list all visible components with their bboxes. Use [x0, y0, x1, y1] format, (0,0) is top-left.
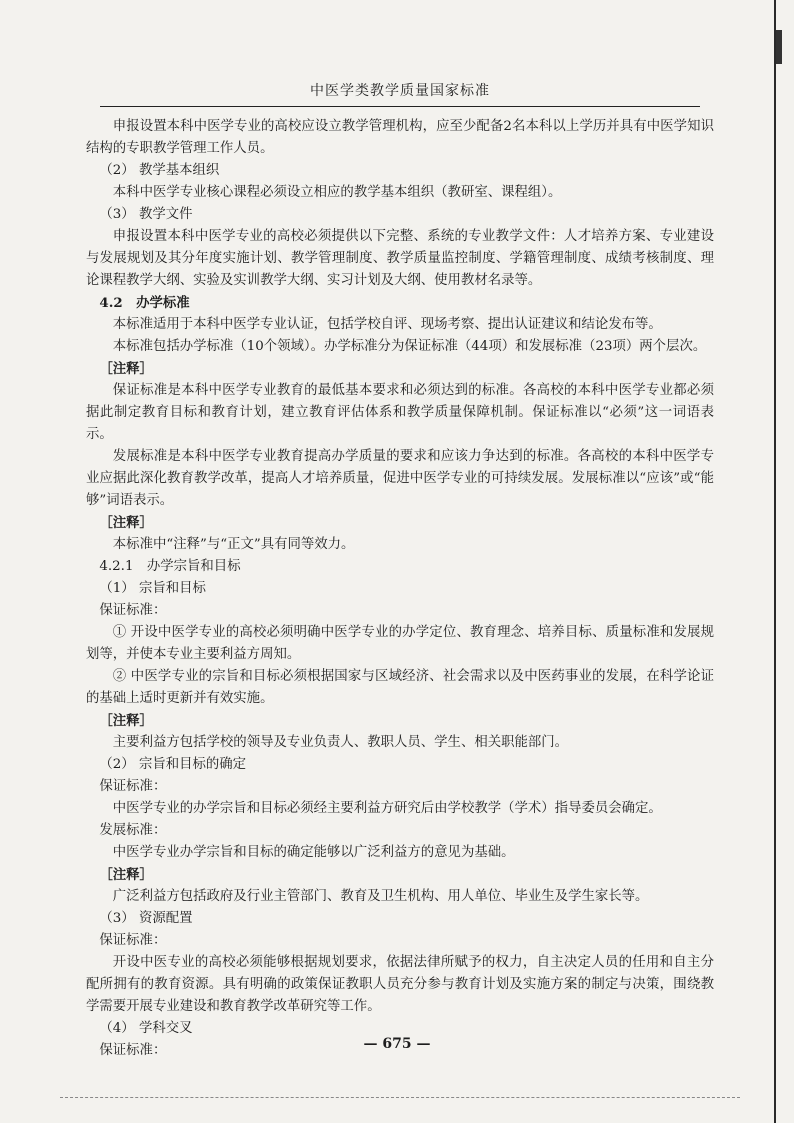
scan-edge-line [774, 0, 776, 1123]
paragraph: 申报设置本科中医学专业的高校必须提供以下完整、系统的专业教学文件：人才培养方案、专业建设与发展规划及其分年度实施计划、教学管理制度、教学质量监控制度、学籍管理制度、成绩考核制度、理论课程教学大纲、实验及实训教学大纲、实习计划及大纲、使用教材名录等。 [86, 229, 714, 288]
paragraph: ［注释］ [99, 713, 153, 729]
paragraph: （3） 教学文件 [99, 207, 193, 222]
paragraph: 发展标准是本科中医学专业教育提高办学质量的要求和应该力争达到的标准。各高校的本科中医学专业应据此深化教育教学改革，提高人才培养质量，促进中医学专业的可持续发展。发展标准以“应该”或“能够”词语表示。 [86, 449, 714, 508]
scan-edge-mark [776, 30, 782, 64]
paragraph: 中医学专业的办学宗旨和目标必须经主要利益方研究后由学校教学（学术）指导委员会确定。 [112, 801, 662, 816]
running-header: 中医学类教学质量国家标准 [100, 80, 700, 107]
paragraph: 广泛利益方包括政府及行业主管部门、教育及卫生机构、用人单位、毕业生及学生家长等。 [112, 889, 649, 904]
paragraph: 本标准中“注释”与“正文”具有同等效力。 [112, 537, 355, 552]
paragraph: 4.2 办学标准 [99, 295, 190, 311]
paragraph: （3） 资源配置 [99, 911, 193, 926]
page-number: — 675 — [363, 1036, 431, 1052]
paragraph: 主要利益方包括学校的领导及专业负责人、教职人员、学生、相关职能部门。 [112, 735, 569, 750]
paragraph: 保证标准： [99, 1043, 167, 1058]
paragraph: ［注释］ [99, 361, 153, 377]
paragraph: 中医学专业办学宗旨和目标的确定能够以广泛利益方的意见为基础。 [112, 845, 515, 860]
paragraph: 本标准包括办学标准（10个领域）。办学标准分为保证标准（44项）和发展标准（23项）两个层次。 [112, 339, 707, 354]
paragraph: 发展标准： [99, 823, 167, 838]
paragraph: 保证标准： [99, 603, 167, 618]
paragraph: ② 中医学专业的宗旨和目标必须根据国家与区域经济、社会需求以及中医药事业的发展，在科学论证的基础上适时更新并有效实施。 [86, 669, 714, 706]
paragraph: （1） 宗旨和目标 [99, 581, 206, 596]
paragraph: 本科中医学专业核心课程必须设立相应的教学基本组织（教研室、课程组）。 [112, 185, 562, 200]
body-text [86, 116, 714, 1062]
paragraph: （2） 教学基本组织 [99, 163, 220, 178]
paragraph: 保证标准是本科中医学专业教育的最低基本要求和必须达到的标准。各高校的本科中医学专业都必须据此制定教育目标和教育计划，建立教育评估体系和教学质量保障机制。保证标准以“必须”这一词语表示。 [86, 383, 714, 442]
paragraph: 保证标准： [99, 779, 167, 794]
paragraph: 4.2.1 办学宗旨和目标 [99, 559, 241, 574]
paragraph: 开设中医专业的高校必须能够根据规划要求，依据法律所赋予的权力，自主决定人员的任用和自主分配所拥有的教育资源。具有明确的政策保证教职人员充分参与教育计划及实施方案的制定与决策，围绕教学需要开展专业建设和教育教学改革研究等工作。 [86, 955, 714, 1014]
paragraph: ［注释］ [99, 867, 153, 883]
paragraph: ① 开设中医学专业的高校必须明确中医学专业的办学定位、教育理念、培养目标、质量标准和发展规划等，并使本专业主要利益方周知。 [86, 625, 714, 662]
scan-artifact-line [60, 1097, 740, 1098]
paragraph: 本标准适用于本科中医学专业认证，包括学校自评、现场考察、提出认证建议和结论发布等。 [112, 317, 662, 332]
paragraph: （2） 宗旨和目标的确定 [99, 757, 247, 772]
paragraph: 保证标准： [99, 933, 167, 948]
paragraph: 申报设置本科中医学专业的高校应设立教学管理机构，应至少配备2名本科以上学历并具有中医学知识结构的专职教学管理工作人员。 [86, 119, 714, 156]
paragraph: ［注释］ [99, 515, 153, 531]
paragraph: （4） 学科交叉 [99, 1021, 193, 1036]
